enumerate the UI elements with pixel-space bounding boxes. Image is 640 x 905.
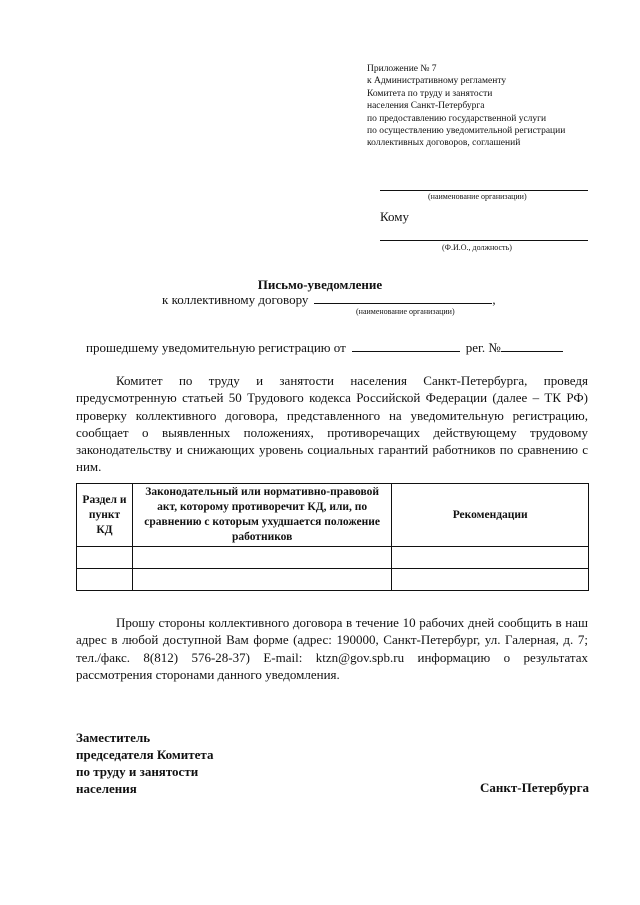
- appendix-line: по осуществлению уведомительной регистрации: [367, 126, 566, 137]
- table-cell: [132, 569, 391, 591]
- appendix-line: Комитета по труду и занятости: [367, 88, 493, 99]
- appendix-header: [367, 63, 565, 150]
- appendix-line: по предоставлению государственной услуги: [367, 113, 547, 124]
- body-paragraph-2: Прошу стороны коллективного договора в течение 10 рабочих дней сообщить в наш адрес в любой доступной Вам форме (адрес: 190000, Санкт-Петербург, ул. Галерная, д. 7; тел./факс. 8(812) 576-28-37) E-mail: ktzn@gov.spb.ru информацию о результатах рассмотрения сторонами данного уведомления.: [76, 615, 588, 682]
- table-row: [77, 547, 589, 569]
- letter-subtitle: [162, 292, 496, 308]
- registration-prefix: прошедшему уведомительную регистрацию от: [86, 340, 346, 355]
- registration-number-label: рег. №: [465, 340, 501, 355]
- letter-title: Письмо-уведомление: [257, 277, 383, 292]
- signature-line: по труду и занятости: [76, 764, 199, 779]
- to-label: Кому: [380, 209, 410, 224]
- registration-number-blank: [501, 340, 563, 352]
- table-cell: [77, 547, 133, 569]
- org-name-caption: (наименование организации): [428, 192, 527, 201]
- table-cell: [77, 569, 133, 591]
- table-cell: [132, 547, 391, 569]
- person-line: [380, 240, 588, 241]
- subtitle-blank: [314, 292, 492, 304]
- appendix-line: коллективных договоров, соглашений: [367, 138, 521, 149]
- signature-line: населения: [76, 781, 137, 796]
- header-legal-act: Законодательный или нормативно-правовой акт, которому противоречит КД, или, по сравнению с которым ухудшается положение работников: [132, 484, 391, 547]
- appendix-line: к Административному регламенту: [367, 76, 507, 87]
- subtitle-caption: (наименование организации): [356, 307, 455, 316]
- appendix-line: населения Санкт-Петербурга: [367, 101, 485, 112]
- person-caption: (Ф.И.О., должность): [442, 243, 512, 252]
- signature-block: [76, 729, 213, 797]
- review-table: [76, 483, 589, 591]
- table-cell: [392, 547, 589, 569]
- appendix-line: Приложение № 7: [367, 64, 437, 74]
- org-name-line: [380, 190, 588, 191]
- subtitle-suffix: ,: [492, 292, 496, 307]
- header-section: Раздел и пункт КД: [77, 484, 133, 547]
- table-row: [77, 569, 589, 591]
- signature-city: Санкт-Петербурга: [480, 780, 589, 795]
- signature-line: Заместитель: [76, 730, 151, 745]
- registration-line: [86, 340, 563, 356]
- table-cell: [392, 569, 589, 591]
- body-paragraph-1: Комитет по труду и занятости населения Санкт-Петербурга, проведя предусмотренную статьей 50 Трудового кодекса Российской Федерации (далее – ТК РФ) проверку коллективного договора, представленного на уведомительную регистрацию, сообщает о выявленных положениях, противоречащих действующему трудовому законодательству и снижающих уровень социальных гарантий работников по сравнению с ним.: [76, 373, 588, 475]
- header-recommendations: Рекомендации: [392, 484, 589, 547]
- signature-line: председателя Комитета: [76, 747, 214, 762]
- subtitle-prefix: к коллективному договору: [162, 292, 309, 307]
- registration-date-blank: [352, 340, 460, 352]
- table-header-row: [77, 484, 589, 547]
